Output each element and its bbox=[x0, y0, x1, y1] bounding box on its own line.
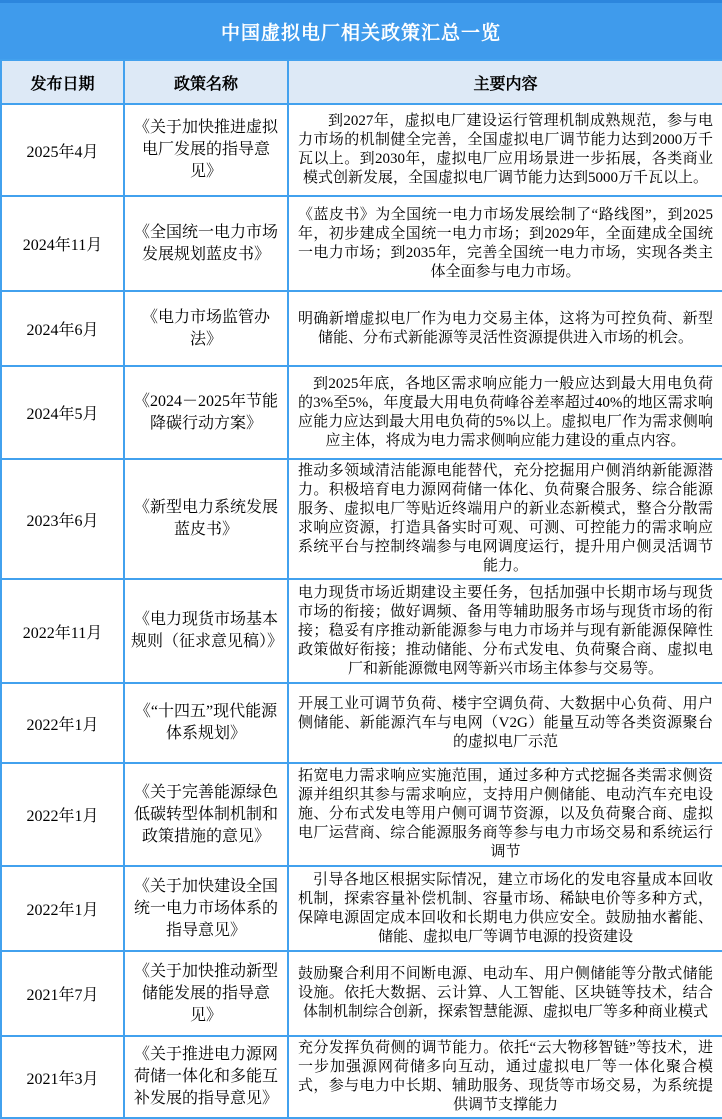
content-text: 明确新增虚拟电厂作为电力交易主体，这将为可控负荷、新型储能、分布式新能源等灵活性资源提供进入市场的机会。 bbox=[298, 310, 713, 346]
content-cell bbox=[288, 683, 722, 763]
content-text: 开展工业可调节负荷、楼宇空调负荷、大数据中心负荷、用户侧储能、新能源汽车与电网（V2G）能量互动等各类资源聚台的虚拟电厂示范 bbox=[298, 695, 713, 750]
date-cell: 2022年1月 bbox=[1, 763, 124, 866]
content-cell bbox=[288, 579, 722, 683]
content-cell bbox=[288, 763, 722, 866]
table-row bbox=[1, 579, 722, 683]
content-text: 到2025年底，各地区需求响应能力一般应达到最大用电负荷的3%至5%，年度最大用电负荷峰谷差率超过40%的地区需求响应能力应达到最大用电负荷的5%以上。虚拟电厂作为需求侧响应主体，将成为电力需求侧响应能力建设的重点内容。 bbox=[298, 375, 713, 449]
date-cell: 2022年1月 bbox=[1, 866, 124, 951]
table-row bbox=[1, 459, 722, 579]
date-cell: 2025年4月 bbox=[1, 104, 124, 196]
content-cell bbox=[288, 104, 722, 196]
policy-cell: 《关于加快建设全国统一电力市场体系的指导意见》 bbox=[124, 866, 288, 951]
policy-cell: 《“十四五”现代能源体系规划》 bbox=[124, 683, 288, 763]
content-text: 到2027年，虚拟电厂建设运行管理机制成熟规范，参与电力市场的机制健全完善，全国虚拟电厂调节能力达到2000万千瓦以上。到2030年，虚拟电厂应用场景进一步拓展，各类商业模式创新发展，全国虚拟电厂调节能力达到5000万千瓦以上。 bbox=[298, 113, 713, 186]
table-row bbox=[1, 366, 722, 459]
table-row bbox=[1, 291, 722, 366]
policy-table bbox=[0, 59, 722, 1119]
date-cell: 2021年7月 bbox=[1, 951, 124, 1036]
content-cell bbox=[288, 366, 722, 459]
content-text: 鼓励聚合利用不间断电源、电动车、用户侧储能等分散式储能设施。依托大数据、云计算、人工智能、区块链等技术，结合体制机制综合创新，探索智慧能源、虚拟电厂等多种商业模式 bbox=[298, 966, 713, 1020]
content-text: 充分发挥负荷侧的调节能力。依托“云大物移智链”等技术，进一步加强源网荷储多向互动，通过虚拟电厂等一体化聚合模式，参与电力中长期、辅助服务、现货等市场交易，为系统提供调节支撑能力 bbox=[298, 1040, 713, 1113]
table-row bbox=[1, 951, 722, 1036]
column-header-content: 主要内容 bbox=[288, 60, 722, 104]
date-cell: 2023年6月 bbox=[1, 459, 124, 579]
policy-cell: 《关于完善能源绿色低碳转型体制机制和政策措施的意见》 bbox=[124, 763, 288, 866]
content-cell bbox=[288, 866, 722, 951]
table-row bbox=[1, 866, 722, 951]
policy-cell: 《电力市场监管办法》 bbox=[124, 291, 288, 366]
content-text: 《蓝皮书》为全国统一电力市场发展绘制了“路线图”，到2025年，初步建成全国统一电力市场；到2029年，全面建成全国统一电力市场；到2035年，完善全国统一电力市场，实现各类主体全面参与电力市场。 bbox=[298, 206, 713, 280]
date-cell: 2024年5月 bbox=[1, 366, 124, 459]
content-text: 推动多领域清洁能源电能替代，充分挖掘用户侧消纳新能源潜力。积极培育电力源网荷储一体化、负荷聚合服务、综合能源服务、虚拟电厂等贴近终端用户的新业态新模式，整合分散需求响应资源，打造具备实时可观、可测、可控能力的需求响应系统平台与控制终端参与电网调度运行，提升用户侧灵活调节能力。 bbox=[298, 463, 713, 574]
table-row bbox=[1, 196, 722, 291]
policy-cell: 《2024－2025年节能降碳行动方案》 bbox=[124, 366, 288, 459]
content-cell bbox=[288, 459, 722, 579]
content-cell bbox=[288, 291, 722, 366]
content-text: 拓宽电力需求响应实施范围，通过多种方式挖掘各类需求侧资源并组织其参与需求响应，支持用户侧储能、电动汽车充电设施、分布式发电等用户侧可调节资源，以及负荷聚合商、虚拟电厂运营商、综合能源服务商等参与电力市场交易和系统运行调节 bbox=[298, 768, 713, 860]
date-cell: 2022年1月 bbox=[1, 683, 124, 763]
policy-cell: 《全国统一电力市场发展规划蓝皮书》 bbox=[124, 196, 288, 291]
policy-cell: 《关于推进电力源网荷储一体化和多能互补发展的指导意见》 bbox=[124, 1036, 288, 1118]
date-cell: 2024年6月 bbox=[1, 291, 124, 366]
policy-cell: 《新型电力系统发展蓝皮书》 bbox=[124, 459, 288, 579]
table-row bbox=[1, 1036, 722, 1118]
header-row bbox=[1, 60, 722, 104]
table-row bbox=[1, 763, 722, 866]
date-cell: 2022年11月 bbox=[1, 579, 124, 683]
content-cell bbox=[288, 951, 722, 1036]
policy-cell: 《关于加快推进虚拟电厂发展的指导意见》 bbox=[124, 104, 288, 196]
date-cell: 2024年11月 bbox=[1, 196, 124, 291]
policy-cell: 《电力现货市场基本规则（征求意见稿）》 bbox=[124, 579, 288, 683]
table-title: 中国虚拟电厂相关政策汇总一览 bbox=[0, 0, 722, 59]
date-cell: 2021年3月 bbox=[1, 1036, 124, 1118]
content-cell bbox=[288, 196, 722, 291]
table-row bbox=[1, 683, 722, 763]
column-header-date: 发布日期 bbox=[1, 60, 124, 104]
policy-cell: 《关于加快推动新型储能发展的指导意见》 bbox=[124, 951, 288, 1036]
content-text: 引导各地区根据实际情况，建立市场化的发电容量成本回收机制，探索容量补偿机制、容量市场、稀缺电价等多种方式，保障电源固定成本回收和长期电力供应安全。鼓励抽水蓄能、储能、虚拟电厂等调节电源的投资建设 bbox=[298, 871, 713, 945]
table-row bbox=[1, 104, 722, 196]
content-text: 电力现货市场近期建设主要任务，包括加强中长期市场与现货市场的衔接；做好调频、备用等辅助服务市场与现货市场的衔接；稳妥有序推动新能源参与电力市场并与现有新能源保障性政策做好衔接；推动储能、分布式发电、负荷聚合商、虚拟电厂和新能源微电网等新兴市场主体参与交易等。 bbox=[298, 584, 713, 677]
content-cell bbox=[288, 1036, 722, 1118]
column-header-policy: 政策名称 bbox=[124, 60, 288, 104]
